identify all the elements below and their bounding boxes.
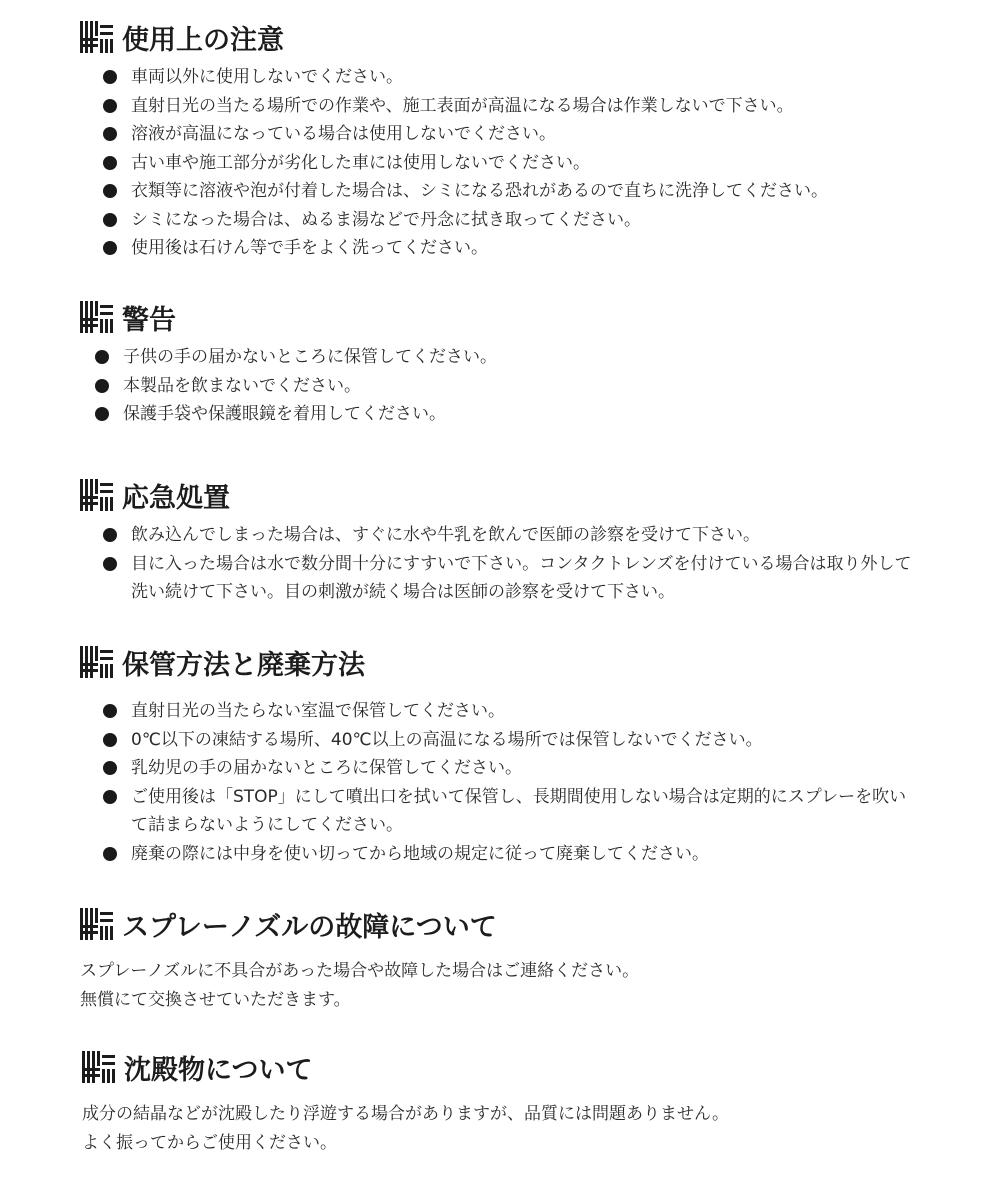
heading-grid-icon — [82, 1051, 115, 1083]
bullet-icon — [103, 156, 117, 170]
section-heading — [80, 300, 176, 334]
list-item: 本製品を飲まないでください。 — [95, 372, 497, 401]
section-title: 保管方法と廃棄方法 — [122, 649, 365, 681]
list-item: ご使用後は「STOP」にして噴出口を拭いて保管し、長期間使用しない場合は定期的にスプレーを吹いて詰まらないようにしてください。 — [103, 783, 921, 840]
bullet-icon — [95, 407, 109, 421]
bullet-icon — [103, 184, 117, 198]
bullet-icon — [103, 761, 117, 775]
section-title: 警告 — [122, 304, 176, 336]
paragraph-line: スプレーノズルに不具合があった場合や故障した場合はご連絡ください。 — [80, 961, 640, 981]
list-item: 目に入った場合は水で数分間十分にすすいで下さい。コンタクトレンズを付けている場合は取り外して洗い続けて下さい。目の刺激が続く場合は医師の診察を受けて下さい。 — [103, 550, 921, 607]
bullet-icon — [95, 350, 109, 364]
bullet-icon — [103, 213, 117, 227]
list-item: 直射日光の当たらない室温で保管してください。 — [103, 697, 921, 726]
heading-grid-icon — [80, 301, 113, 333]
section-heading — [80, 478, 230, 512]
list-item: シミになった場合は、ぬるま湯などで丹念に拭き取ってください。 — [103, 206, 828, 235]
bullet-list — [95, 343, 497, 429]
list-item: 子供の手の届かないところに保管してください。 — [95, 343, 497, 372]
list-item: 使用後は石けん等で手をよく洗ってください。 — [103, 234, 828, 263]
section-heading — [80, 907, 497, 941]
bullet-icon — [103, 733, 117, 747]
section-heading — [80, 645, 365, 679]
heading-grid-icon — [80, 646, 113, 678]
section-heading — [82, 1050, 312, 1084]
heading-grid-icon — [80, 908, 113, 940]
list-item: 車両以外に使用しないでください。 — [103, 63, 828, 92]
list-item: 溶液が高温になっている場合は使用しないでください。 — [103, 120, 828, 149]
bullet-list — [103, 63, 828, 263]
bullet-icon — [103, 557, 117, 571]
heading-grid-icon — [80, 479, 113, 511]
list-item: 0℃以下の凍結する場所、40℃以上の高温になる場所では保管しないでください。 — [103, 726, 921, 755]
bullet-icon — [103, 847, 117, 861]
bullet-icon — [103, 99, 117, 113]
list-item: 乳幼児の手の届かないところに保管してください。 — [103, 754, 921, 783]
section-title: 沈殿物について — [124, 1054, 313, 1086]
paragraph — [80, 957, 639, 1014]
section-title: 応急処置 — [122, 482, 230, 514]
bullet-list — [103, 521, 921, 607]
section-heading — [80, 20, 284, 54]
list-item: 飲み込んでしまった場合は、すぐに水や牛乳を飲んで医師の診察を受けて下さい。 — [103, 521, 921, 550]
list-item: 直射日光の当たる場所での作業や、施工表面が高温になる場合は作業しないで下さい。 — [103, 92, 828, 121]
bullet-icon — [103, 790, 117, 804]
paragraph-line: 無償にて交換させていただきます。 — [80, 989, 351, 1010]
list-item: 保護手袋や保護眼鏡を着用してください。 — [95, 400, 497, 429]
list-item: 古い車や施工部分が劣化した車には使用しないでください。 — [103, 149, 828, 178]
bullet-icon — [103, 704, 117, 718]
list-item: 廃棄の際には中身を使い切ってから地域の規定に従って廃棄してください。 — [103, 840, 921, 869]
bullet-icon — [103, 241, 117, 255]
bullet-icon — [103, 70, 117, 84]
bullet-list — [103, 697, 921, 868]
paragraph-line: よく振ってからご使用ください。 — [82, 1132, 337, 1153]
paragraph — [82, 1100, 729, 1157]
bullet-icon — [95, 379, 109, 393]
section-title: スプレーノズルの故障について — [122, 911, 497, 943]
paragraph-line: 成分の結晶などが沈殿したり浮遊する場合がありますが、品質には問題ありません。 — [82, 1104, 730, 1124]
bullet-icon — [103, 127, 117, 141]
section-title: 使用上の注意 — [122, 24, 284, 56]
heading-grid-icon — [80, 21, 113, 53]
bullet-icon — [103, 528, 117, 542]
list-item: 衣類等に溶液や泡が付着した場合は、シミになる恐れがあるので直ちに洗浄してください。 — [103, 177, 828, 206]
